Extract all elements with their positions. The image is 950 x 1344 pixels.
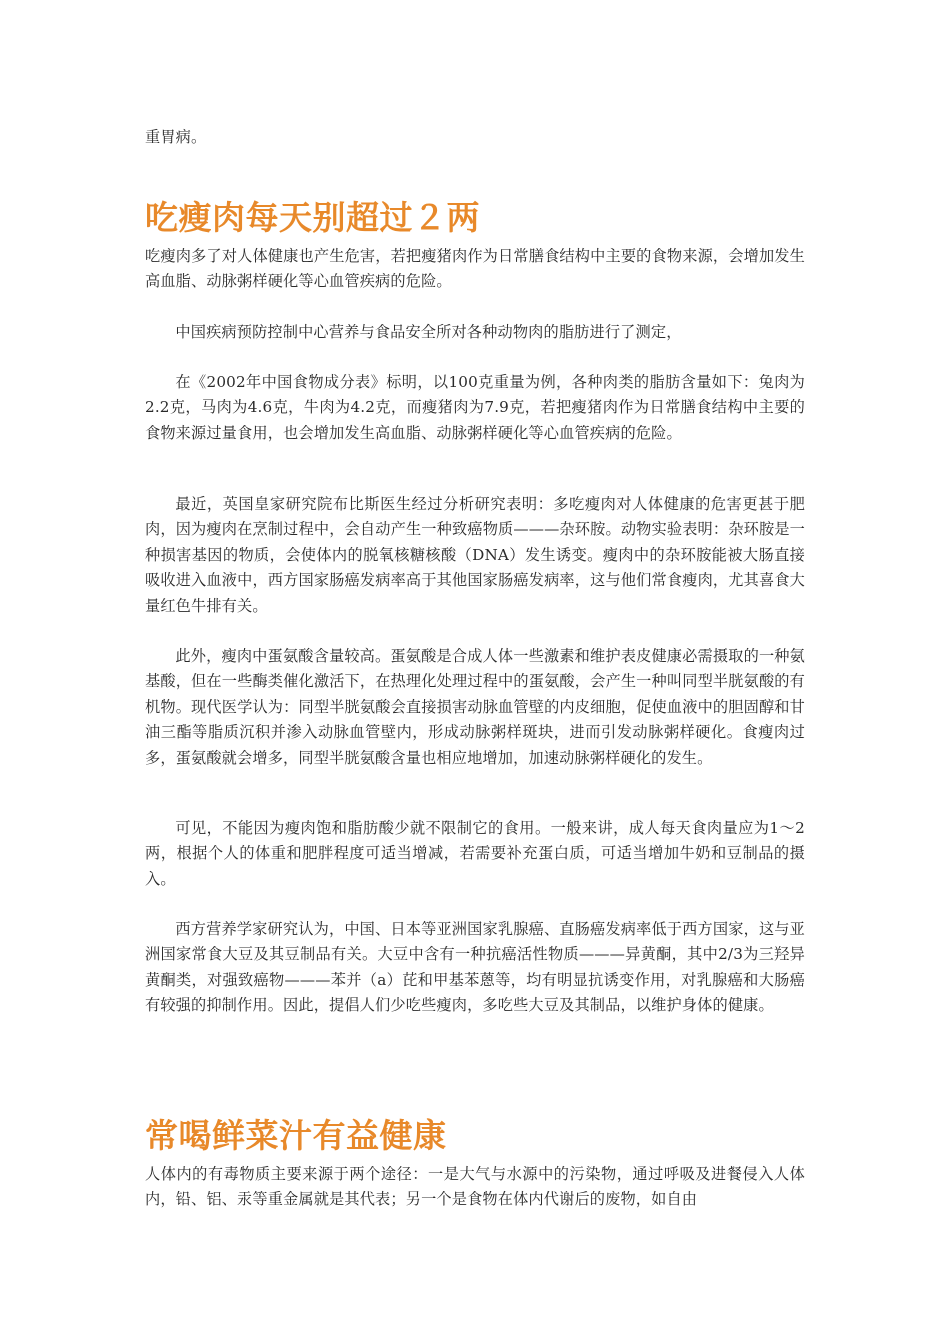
section-title-lean-meat: 吃瘦肉每天别超过２两 xyxy=(145,198,480,237)
paragraph: 中国疾病预防控制中心营养与食品安全所对各种动物肉的脂肪进行了测定， xyxy=(175,323,682,341)
paragraph: 此外，瘦肉中蛋氨酸含量较高。蛋氨酸是合成人体一些激素和维护表皮健康必需摄取的一种氨基酸，但在一些酶类催化激活下，在热理化处理过程中的蛋氨酸，会产生一种叫同型半胱氨酸的有机物。现代医学认为：同型半胱氨酸会直接损害动脉血管壁的内皮细胞，促使血液中的胆固醇和甘油三酯等脂质沉积并渗入动脉血管壁内，形成动脉粥样斑块，进而引发动脉粥样硬化。食瘦肉过多，蛋氨酸就会增多，同型半胱氨酸含量也相应地增加，加速动脉粥样硬化的发生。 xyxy=(145,647,805,767)
paragraph: 西方营养学家研究认为，中国、日本等亚洲国家乳腺癌、直肠癌发病率低于西方国家，这与亚洲国家常食大豆及其豆制品有关。大豆中含有一种抗癌活性物质———异黄酮，其中2/3为三羟异黄酮类，对强致癌物———苯并（a）芘和甲基苯蒽等，均有明显抗诱变作用，对乳腺癌和大肠癌有较强的抑制作用。因此，提倡人们少吃些瘦肉，多吃些大豆及其制品，以维护身体的健康。 xyxy=(145,920,805,1015)
paragraph: 可见，不能因为瘦肉饱和脂肪酸少就不限制它的食用。一般来讲，成人每天食肉量应为1～2两，根据个人的体重和肥胖程度可适当增减，若需要补充蛋白质，可适当增加牛奶和豆制品的摄入。 xyxy=(145,819,805,888)
section-title-vegetable-juice: 常喝鲜菜汁有益健康 xyxy=(145,1116,447,1155)
paragraph: 吃瘦肉多了对人体健康也产生危害，若把瘦猪肉作为日常膳食结构中主要的食物来源，会增加发生高血脂、动脉粥样硬化等心血管疾病的危险。 xyxy=(145,247,805,291)
paragraph: 在《2002年中国食物成分表》标明，以100克重量为例，各种肉类的脂肪含量如下：兔肉为2.2克，马肉为4.6克，牛肉为4.2克，而瘦猪肉为7.9克，若把瘦猪肉作为日常膳食结构中主要的食物来源过量食用，也会增加发生高血脂、动脉粥样硬化等心血管疾病的危险。 xyxy=(145,373,805,442)
paragraph: 最近，英国皇家研究院布比斯医生经过分析研究表明：多吃瘦肉对人体健康的危害更甚于肥肉，因为瘦肉在烹制过程中，会自动产生一种致癌物质———杂环胺。动物实验表明：杂环胺是一种损害基因的物质，会使体内的脱氧核糖核酸（DNA）发生诱变。瘦肉中的杂环胺能被大肠直接吸收进入血液中，西方国家肠癌发病率高于其他国家肠癌发病率，这与他们常食瘦肉，尤其喜食大量红色牛排有关。 xyxy=(145,495,805,615)
lead-fragment: 重胃病。 xyxy=(145,128,207,146)
paragraph: 人体内的有毒物质主要来源于两个途径：一是大气与水源中的污染物，通过呼吸及进餐侵入人体内，铅、铝、汞等重金属就是其代表；另一个是食物在体内代谢后的废物，如自由 xyxy=(145,1165,805,1209)
